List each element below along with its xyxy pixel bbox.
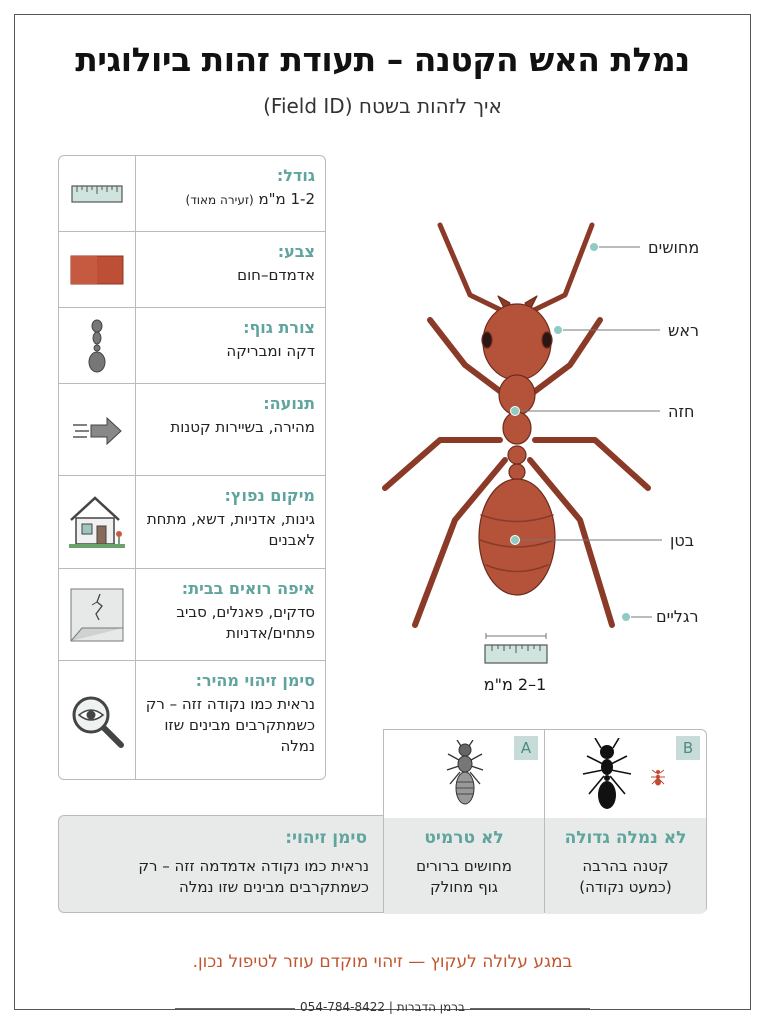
house-icon <box>67 494 127 550</box>
footer-contact: ברמן הדברות | 054-784-8422 <box>300 1000 465 1014</box>
ruler-icon <box>71 185 123 203</box>
info-label: תנועה: <box>263 394 315 413</box>
info-row-color <box>59 232 326 308</box>
scale-ruler-icon <box>484 633 548 667</box>
wall-crack-icon <box>70 588 124 642</box>
warning-notice: במגע עלולה לעקוץ — זיהוי מוקדם עוזר לטיפול נכון. <box>192 952 573 972</box>
info-label: צורת גוף: <box>243 318 315 337</box>
info-label: מיקום נפוץ: <box>224 486 315 505</box>
info-label: סימן זיהוי מהיר: <box>195 671 315 690</box>
motion-arrow-icon <box>71 415 123 445</box>
info-note: (זעירה מאוד) <box>185 193 254 207</box>
termite-icon <box>444 740 486 808</box>
callout-head: ראש <box>668 321 700 340</box>
info-value: אדמדם–חום <box>237 266 315 284</box>
info-row-motion <box>59 384 326 476</box>
info-label: צבע: <box>277 242 315 261</box>
info-value: דקה ומבריקה <box>226 342 315 360</box>
body-shape-icon <box>86 318 108 374</box>
color-swatch-icon <box>70 255 124 285</box>
info-value: 1-2 מ"מ <box>258 190 315 208</box>
callout-abdomen: בטן <box>670 531 694 550</box>
badge-a: A <box>514 736 538 760</box>
not-large-ant-text: קטנה בהרבה (כמעט נקודה) <box>579 857 672 896</box>
id-sign-card <box>58 815 384 913</box>
info-value: גינות, אדניות, דשא, מתחת לאבנים <box>146 510 315 549</box>
info-value: סדקים, פאנלים, סביב פתחים/אדניות <box>176 603 315 642</box>
comparison-panel <box>58 729 707 913</box>
info-row-house <box>59 569 326 661</box>
id-sign-text: נראית כמו נקודה אדמדמה זזה – רק כשמתקרבים מבינים שזו נמלה <box>138 857 369 896</box>
small-red-ant-icon <box>651 768 665 786</box>
info-row-location <box>59 476 326 569</box>
not-termite-title: לא טרמיט <box>424 828 504 848</box>
info-value: נראית כמו נקודה זזה – רק כשמתקרבים מבינים שזו נמלה <box>145 695 315 755</box>
badge-b: B <box>676 736 700 760</box>
callout-antennae: מחושים <box>648 238 700 257</box>
page-subtitle: איך לזהות בשטח (Field ID) <box>263 94 502 118</box>
large-ant-icon <box>579 738 635 814</box>
info-label: גודל: <box>276 166 315 185</box>
info-row-size <box>59 156 326 232</box>
not-termite-card <box>383 729 545 913</box>
callout-legs: רגליים <box>656 607 699 626</box>
info-label: איפה רואים בבית: <box>181 579 315 598</box>
info-value: מהירה, בשיירות קטנות <box>170 418 315 436</box>
callout-thorax: חזה <box>668 402 695 421</box>
page-title: נמלת האש הקטנה – תעודת זהות ביולוגית <box>75 40 690 79</box>
not-large-ant-title: לא נמלה גדולה <box>564 828 687 848</box>
info-row-body <box>59 308 326 384</box>
not-termite-text: מחושים ברורים גוף מחולק <box>416 857 512 896</box>
info-table <box>58 155 326 780</box>
id-sign-title: סימן זיהוי: <box>285 828 367 848</box>
not-large-ant-card <box>544 729 707 913</box>
scale-label: 1–2 מ"מ <box>483 675 547 694</box>
